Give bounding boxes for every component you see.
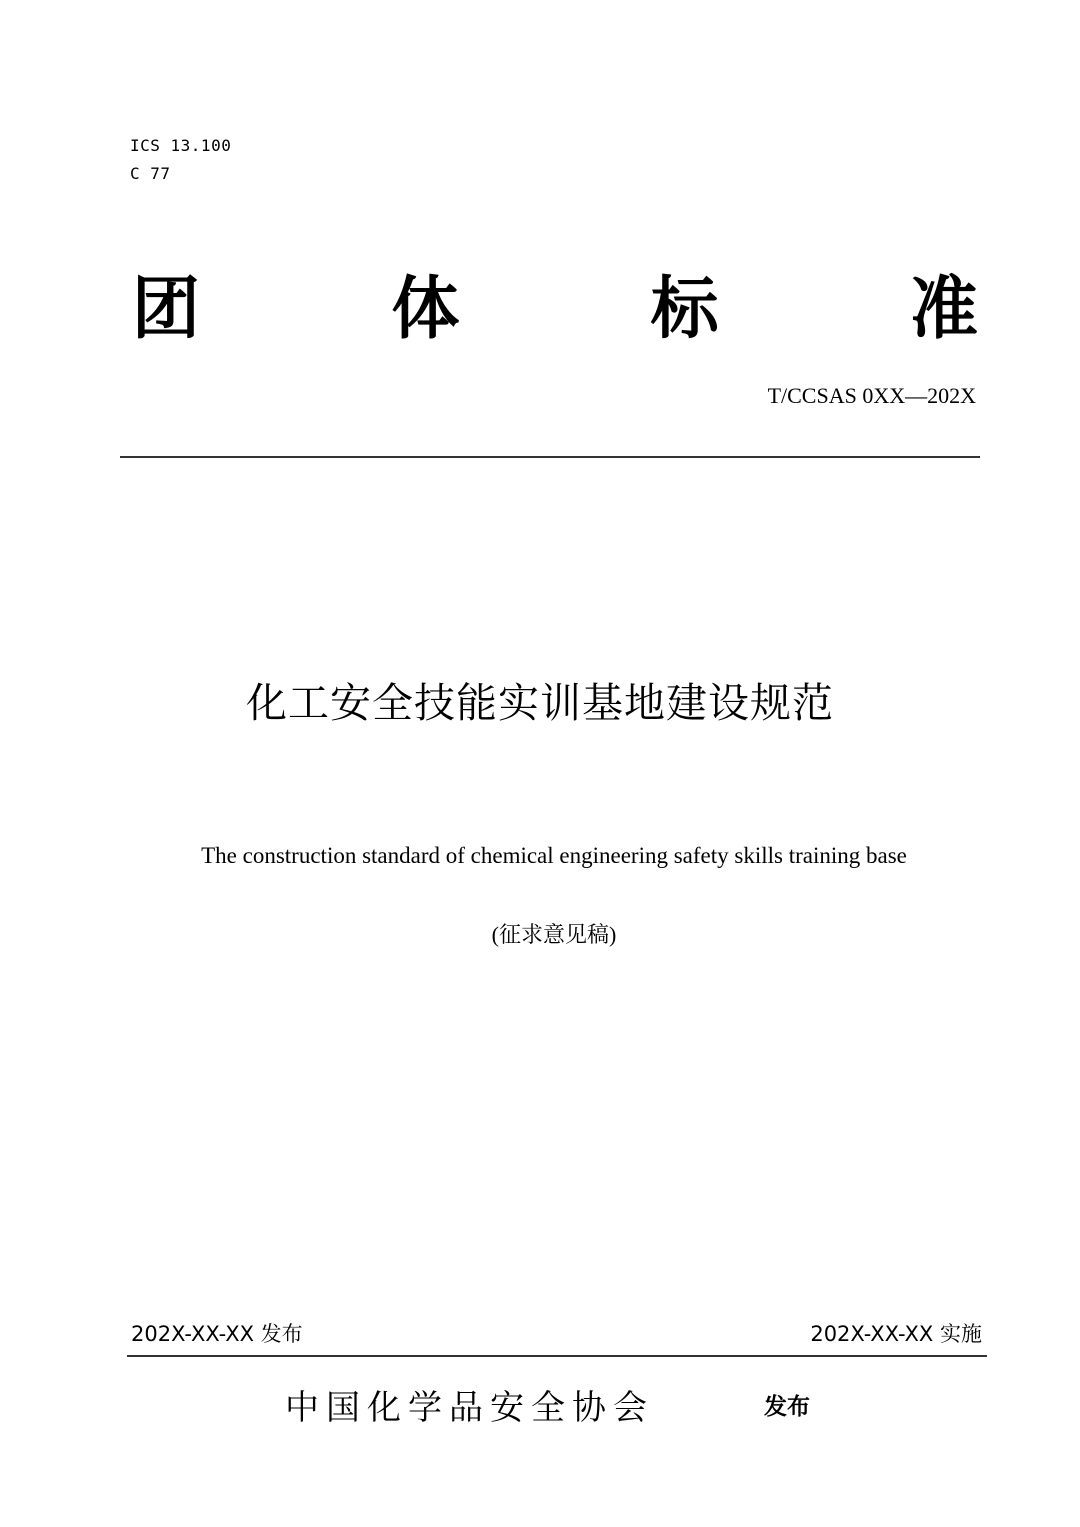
publish-date: 202X-XX-XX 发布 [131,1322,303,1346]
top-divider [120,456,980,458]
standard-type-char: 体 [391,269,460,349]
standard-number: T/CCSAS 0XX—202X [767,383,976,408]
standard-type-char: 标 [650,269,719,349]
ccs-code: C 77 [130,164,171,183]
document-title-english: The construction standard of chemical engineering safety skills training base [201,843,907,868]
document-title-chinese: 化工安全技能实训基地建设规范 [246,679,834,727]
draft-status-note: (征求意见稿) [491,922,617,947]
publisher-line [0,1380,1080,1430]
publisher-suffix: 发布 [764,1394,810,1420]
standard-type-char: 团 [131,269,200,349]
publisher-name: 中国化学品安全协会 [285,1388,654,1428]
classification-codes [130,132,231,188]
implementation-date: 202X-XX-XX 实施 [810,1322,982,1346]
standard-type-heading [130,258,980,348]
standard-type-char: 准 [909,269,978,349]
ics-code: ICS 13.100 [130,136,232,155]
bottom-divider [127,1355,987,1357]
